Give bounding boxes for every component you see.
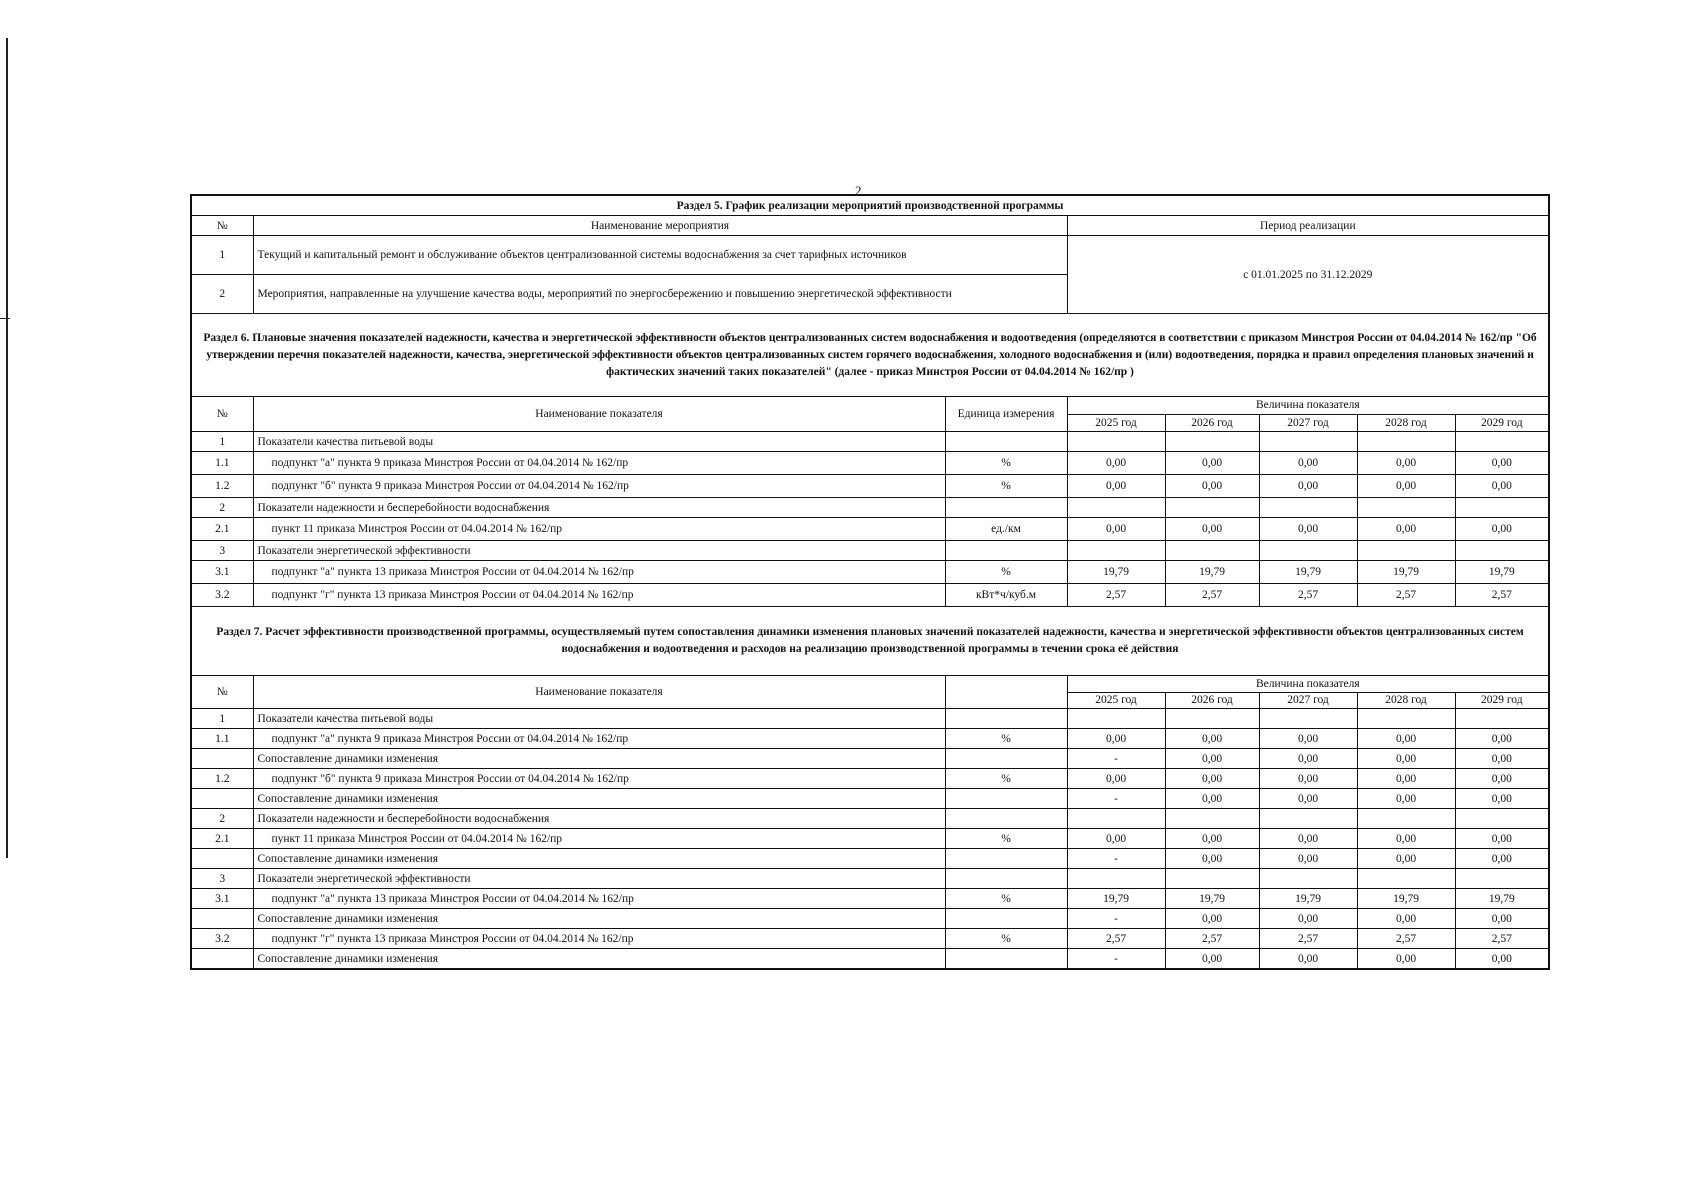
s7-value-cell: 0,00	[1357, 849, 1455, 869]
s6-col-no: №	[191, 397, 253, 432]
s5-col-period: Период реализации	[1067, 216, 1549, 236]
s7-row-name: Сопоставление динамики изменения	[253, 849, 945, 869]
s7-value-cell: 0,00	[1259, 769, 1357, 789]
s6-row-name: Показатели энергетической эффективности	[253, 541, 945, 561]
s7-value-cell: 0,00	[1067, 769, 1165, 789]
s6-row-unit	[945, 432, 1067, 452]
s7-compare-row	[191, 849, 1549, 869]
s7-row-no: 1.1	[191, 729, 253, 749]
s6-value-cell	[1067, 498, 1165, 518]
s7-value-cell: -	[1067, 749, 1165, 769]
s7-value-cell: 0,00	[1357, 829, 1455, 849]
s6-row-no: 1.2	[191, 475, 253, 498]
s7-value-cell: 0,00	[1357, 769, 1455, 789]
s5-col-name: Наименование мероприятия	[253, 216, 1067, 236]
s6-row-no: 3	[191, 541, 253, 561]
s6-year-header: 2029 год	[1455, 414, 1549, 432]
s7-row-no	[191, 749, 253, 769]
s7-value-cell	[1165, 869, 1259, 889]
s7-value-cell: 0,00	[1259, 949, 1357, 970]
document-sheet	[190, 194, 1548, 970]
s7-value-cell	[1357, 809, 1455, 829]
s6-value-cell	[1259, 541, 1357, 561]
s7-value-cell: 0,00	[1259, 849, 1357, 869]
s6-row-unit: ед./км	[945, 518, 1067, 541]
s6-value-cell: 0,00	[1067, 452, 1165, 475]
s7-value-cell: 0,00	[1165, 829, 1259, 849]
s6-value-cell	[1165, 541, 1259, 561]
s5-header-row	[191, 216, 1549, 236]
s7-year-header: 2028 год	[1357, 692, 1455, 709]
s5-title-row	[191, 195, 1549, 216]
s7-value-cell: 19,79	[1259, 889, 1357, 909]
s6-value-cell: 19,79	[1165, 561, 1259, 584]
s6-title-row	[191, 314, 1549, 397]
s7-value-cell: 0,00	[1165, 729, 1259, 749]
s7-value-cell: 0,00	[1357, 909, 1455, 929]
s6-value-cell: 19,79	[1455, 561, 1549, 584]
s7-value-cell	[1259, 709, 1357, 729]
s6-value-cell: 2,57	[1455, 584, 1549, 607]
s7-year-header: 2027 год	[1259, 692, 1357, 709]
s5-row-name: Мероприятия, направленные на улучшение качества воды, мероприятий по энергосбережению и повышению энергетической эффективности	[253, 275, 1067, 314]
s7-value-cell: 0,00	[1455, 769, 1549, 789]
s7-value-cell: 0,00	[1455, 789, 1549, 809]
s7-compare-row	[191, 909, 1549, 929]
s7-value-cell	[1455, 709, 1549, 729]
s6-table-row	[191, 584, 1549, 607]
s7-value-cell: -	[1067, 789, 1165, 809]
s7-group-row	[191, 709, 1549, 729]
s7-value-cell: 0,00	[1357, 729, 1455, 749]
s7-value-cell: 2,57	[1067, 929, 1165, 949]
s7-value-cell: 0,00	[1165, 749, 1259, 769]
s7-value-cell: 19,79	[1067, 889, 1165, 909]
s7-col-no: №	[191, 676, 253, 709]
s7-value-cell: -	[1067, 909, 1165, 929]
s7-value-cell	[1259, 809, 1357, 829]
s7-row-unit	[945, 809, 1067, 829]
s7-row-name: подпункт "а" пункта 13 приказа Минстроя России от 04.04.2014 № 162/пр	[253, 889, 945, 909]
s7-value-cell	[1067, 869, 1165, 889]
s7-value-cell: 0,00	[1357, 749, 1455, 769]
s7-row-unit: %	[945, 729, 1067, 749]
s6-row-name: подпункт "а" пункта 9 приказа Минстроя России от 04.04.2014 № 162/пр	[253, 452, 945, 475]
s7-value-cell	[1455, 809, 1549, 829]
s6-value-cell: 2,57	[1165, 584, 1259, 607]
s7-row-name: Сопоставление динамики изменения	[253, 749, 945, 769]
s6-value-cell	[1357, 432, 1455, 452]
s6-value-cell: 0,00	[1455, 518, 1549, 541]
s6-year-header: 2026 год	[1165, 414, 1259, 432]
s6-col-name: Наименование показателя	[253, 397, 945, 432]
s7-row-unit	[945, 709, 1067, 729]
s6-value-cell	[1259, 432, 1357, 452]
s7-row-no	[191, 949, 253, 970]
s7-compare-row	[191, 749, 1549, 769]
s7-row-name: подпункт "а" пункта 9 приказа Минстроя России от 04.04.2014 № 162/пр	[253, 729, 945, 749]
s7-row-unit	[945, 909, 1067, 929]
page-number: 2	[855, 183, 862, 198]
s7-row-unit	[945, 749, 1067, 769]
s6-row-name: Показатели качества питьевой воды	[253, 432, 945, 452]
s7-row-no: 3.2	[191, 929, 253, 949]
s7-row-name: Сопоставление динамики изменения	[253, 909, 945, 929]
s7-value-cell: -	[1067, 849, 1165, 869]
s7-row-no: 1.2	[191, 769, 253, 789]
s6-row-unit	[945, 541, 1067, 561]
s6-value-cell	[1165, 498, 1259, 518]
s7-row-no	[191, 909, 253, 929]
s6-value-cell: 0,00	[1357, 518, 1455, 541]
s7-value-cell: 19,79	[1357, 889, 1455, 909]
scan-edge-line	[6, 38, 8, 858]
s7-value-cell: 0,00	[1165, 949, 1259, 970]
s7-value-cell: 0,00	[1067, 729, 1165, 749]
s6-value-cell	[1357, 498, 1455, 518]
s7-col-unit-empty	[945, 676, 1067, 709]
s7-table-row	[191, 769, 1549, 789]
s6-value-cell: 0,00	[1067, 518, 1165, 541]
s6-table-row	[191, 452, 1549, 475]
s6-value-cell	[1165, 432, 1259, 452]
s6-title: Раздел 6. Плановые значения показателей надежности, качества и энергетической эффективности объектов централизованных систем водоснабжения и водоотведения (определяются в соответствии с приказом Минстроя России от 04.04.2014 № 162/пр "Об утверждении перечня показателей надежности, качества, энергетической эффективности объектов централизованных систем горячего водоснабжения, холодного водоснабжения и (или) водоотведения, порядка и правил определения плановых значений и фактических значений таких показателей" (далее - приказ Минстроя России от 04.04.2014 № 162/пр )	[191, 314, 1549, 397]
s5-title: Раздел 5. График реализации мероприятий производственной программы	[191, 195, 1549, 216]
s6-table-row	[191, 561, 1549, 584]
s5-row-no: 1	[191, 236, 253, 275]
s6-year-header: 2025 год	[1067, 414, 1165, 432]
s7-row-no: 3	[191, 869, 253, 889]
main-table	[190, 194, 1550, 970]
s7-value-cell: 0,00	[1455, 729, 1549, 749]
s7-title-row	[191, 607, 1549, 676]
s6-value-cell: 0,00	[1259, 475, 1357, 498]
s7-row-name: Показатели надежности и бесперебойности водоснабжения	[253, 809, 945, 829]
s7-value-cell: 0,00	[1165, 789, 1259, 809]
s7-value-cell: 2,57	[1357, 929, 1455, 949]
s6-row-unit	[945, 498, 1067, 518]
s7-value-cell: 19,79	[1165, 889, 1259, 909]
scan-edge-tick	[0, 318, 10, 319]
s6-value-cell: 2,57	[1259, 584, 1357, 607]
s7-value-cell	[1455, 869, 1549, 889]
s7-title: Раздел 7. Расчет эффективности производственной программы, осуществляемый путем сопоставления динамики изменения плановых значений показателей надежности, качества и энергетической эффективности объектов централизованных систем водоснабжения и водоотведения и расходов на реализацию производственной программы в течении срока её действия	[191, 607, 1549, 676]
s6-value-cell	[1455, 498, 1549, 518]
s6-value-cell: 2,57	[1067, 584, 1165, 607]
s6-group-row	[191, 541, 1549, 561]
s5-period: с 01.01.2025 по 31.12.2029	[1067, 236, 1549, 314]
s7-table-row	[191, 889, 1549, 909]
s6-value-cell: 0,00	[1259, 518, 1357, 541]
s6-row-no: 1.1	[191, 452, 253, 475]
s5-row-no: 2	[191, 275, 253, 314]
s6-year-header: 2027 год	[1259, 414, 1357, 432]
s7-row-name: подпункт "б" пункта 9 приказа Минстроя России от 04.04.2014 № 162/пр	[253, 769, 945, 789]
s7-row-unit	[945, 949, 1067, 970]
s6-value-cell: 19,79	[1067, 561, 1165, 584]
s7-value-cell: 0,00	[1357, 789, 1455, 809]
s7-value-cell: 0,00	[1165, 849, 1259, 869]
s6-col-unit: Единица измерения	[945, 397, 1067, 432]
s7-row-unit: %	[945, 769, 1067, 789]
s6-table-row	[191, 518, 1549, 541]
s7-year-header: 2029 год	[1455, 692, 1549, 709]
s7-value-cell: -	[1067, 949, 1165, 970]
s7-table-row	[191, 929, 1549, 949]
s7-compare-row	[191, 949, 1549, 970]
s6-row-name: подпункт "б" пункта 9 приказа Минстроя России от 04.04.2014 № 162/пр	[253, 475, 945, 498]
s7-value-cell: 0,00	[1455, 909, 1549, 929]
s7-row-unit	[945, 869, 1067, 889]
s7-value-cell: 0,00	[1259, 909, 1357, 929]
s6-value-cell	[1259, 498, 1357, 518]
s6-group-row	[191, 498, 1549, 518]
s7-value-cell	[1067, 709, 1165, 729]
s6-row-unit: кВт*ч/куб.м	[945, 584, 1067, 607]
s7-value-cell: 2,57	[1165, 929, 1259, 949]
s7-value-cell: 0,00	[1067, 829, 1165, 849]
s6-value-cell	[1455, 541, 1549, 561]
s7-group-row	[191, 869, 1549, 889]
s6-value-cell	[1067, 432, 1165, 452]
s7-value-cell: 0,00	[1455, 749, 1549, 769]
s7-table-row	[191, 829, 1549, 849]
s7-row-no	[191, 849, 253, 869]
s7-row-no: 2.1	[191, 829, 253, 849]
s6-year-header: 2028 год	[1357, 414, 1455, 432]
s7-value-cell: 19,79	[1455, 889, 1549, 909]
s5-row-name: Текущий и капитальный ремонт и обслуживание объектов централизованной системы водоснабжения за счет тарифных источников	[253, 236, 1067, 275]
s6-value-cell: 0,00	[1165, 452, 1259, 475]
s7-row-unit	[945, 789, 1067, 809]
s6-value-cell: 0,00	[1455, 452, 1549, 475]
s7-col-name: Наименование показателя	[253, 676, 945, 709]
s6-row-no: 3.1	[191, 561, 253, 584]
s6-value-cell: 0,00	[1165, 518, 1259, 541]
s7-row-name: подпункт "г" пункта 13 приказа Минстроя России от 04.04.2014 № 162/пр	[253, 929, 945, 949]
s7-value-cell	[1357, 869, 1455, 889]
s6-row-unit: %	[945, 475, 1067, 498]
s6-row-unit: %	[945, 452, 1067, 475]
s6-row-no: 2	[191, 498, 253, 518]
s7-header-row-1	[191, 676, 1549, 693]
s7-row-name: Сопоставление динамики изменения	[253, 789, 945, 809]
s6-value-cell	[1067, 541, 1165, 561]
s6-value-cell: 0,00	[1259, 452, 1357, 475]
s7-value-cell	[1357, 709, 1455, 729]
s6-value-cell: 19,79	[1259, 561, 1357, 584]
s6-col-value: Величина показателя	[1067, 397, 1549, 415]
s7-value-cell: 0,00	[1259, 789, 1357, 809]
s6-row-no: 1	[191, 432, 253, 452]
s7-group-row	[191, 809, 1549, 829]
s6-value-cell	[1455, 432, 1549, 452]
s7-value-cell: 0,00	[1259, 749, 1357, 769]
s7-row-unit: %	[945, 889, 1067, 909]
s7-year-header: 2026 год	[1165, 692, 1259, 709]
s7-value-cell: 0,00	[1455, 949, 1549, 970]
s7-value-cell: 2,57	[1455, 929, 1549, 949]
s7-col-value: Величина показателя	[1067, 676, 1549, 693]
s7-value-cell	[1165, 809, 1259, 829]
s7-row-no: 2	[191, 809, 253, 829]
s7-row-unit: %	[945, 829, 1067, 849]
s7-value-cell: 0,00	[1259, 829, 1357, 849]
s6-value-cell: 0,00	[1165, 475, 1259, 498]
s7-value-cell: 2,57	[1259, 929, 1357, 949]
s7-value-cell: 0,00	[1455, 849, 1549, 869]
s7-row-unit	[945, 849, 1067, 869]
s6-row-name: Показатели надежности и бесперебойности водоснабжения	[253, 498, 945, 518]
s7-row-no: 3.1	[191, 889, 253, 909]
s6-value-cell	[1357, 541, 1455, 561]
s6-value-cell: 0,00	[1357, 475, 1455, 498]
s5-col-no: №	[191, 216, 253, 236]
s7-row-name: Показатели энергетической эффективности	[253, 869, 945, 889]
s7-compare-row	[191, 789, 1549, 809]
s6-table-row	[191, 475, 1549, 498]
s7-row-name: Показатели качества питьевой воды	[253, 709, 945, 729]
s7-row-name: пункт 11 приказа Минстроя России от 04.04.2014 № 162/пр	[253, 829, 945, 849]
s6-row-name: пункт 11 приказа Минстроя России от 04.04.2014 № 162/пр	[253, 518, 945, 541]
s5-table-row	[191, 236, 1549, 275]
s6-value-cell: 2,57	[1357, 584, 1455, 607]
s7-value-cell: 0,00	[1357, 949, 1455, 970]
s7-value-cell: 0,00	[1259, 729, 1357, 749]
s6-row-name: подпункт "а" пункта 13 приказа Минстроя России от 04.04.2014 № 162/пр	[253, 561, 945, 584]
s6-row-no: 3.2	[191, 584, 253, 607]
s7-value-cell	[1259, 869, 1357, 889]
s6-value-cell: 0,00	[1357, 452, 1455, 475]
s6-group-row	[191, 432, 1549, 452]
s7-row-no: 1	[191, 709, 253, 729]
s7-table-row	[191, 729, 1549, 749]
s6-row-unit: %	[945, 561, 1067, 584]
s6-value-cell: 0,00	[1067, 475, 1165, 498]
s7-row-name: Сопоставление динамики изменения	[253, 949, 945, 970]
s7-value-cell	[1067, 809, 1165, 829]
s7-row-unit: %	[945, 929, 1067, 949]
s7-row-no	[191, 789, 253, 809]
s7-value-cell: 0,00	[1455, 829, 1549, 849]
s6-value-cell: 19,79	[1357, 561, 1455, 584]
s7-value-cell: 0,00	[1165, 909, 1259, 929]
s7-value-cell	[1165, 709, 1259, 729]
s6-value-cell: 0,00	[1455, 475, 1549, 498]
s6-row-no: 2.1	[191, 518, 253, 541]
s7-year-header: 2025 год	[1067, 692, 1165, 709]
s7-value-cell: 0,00	[1165, 769, 1259, 789]
s6-header-row-1	[191, 397, 1549, 415]
s6-row-name: подпункт "г" пункта 13 приказа Минстроя России от 04.04.2014 № 162/пр	[253, 584, 945, 607]
